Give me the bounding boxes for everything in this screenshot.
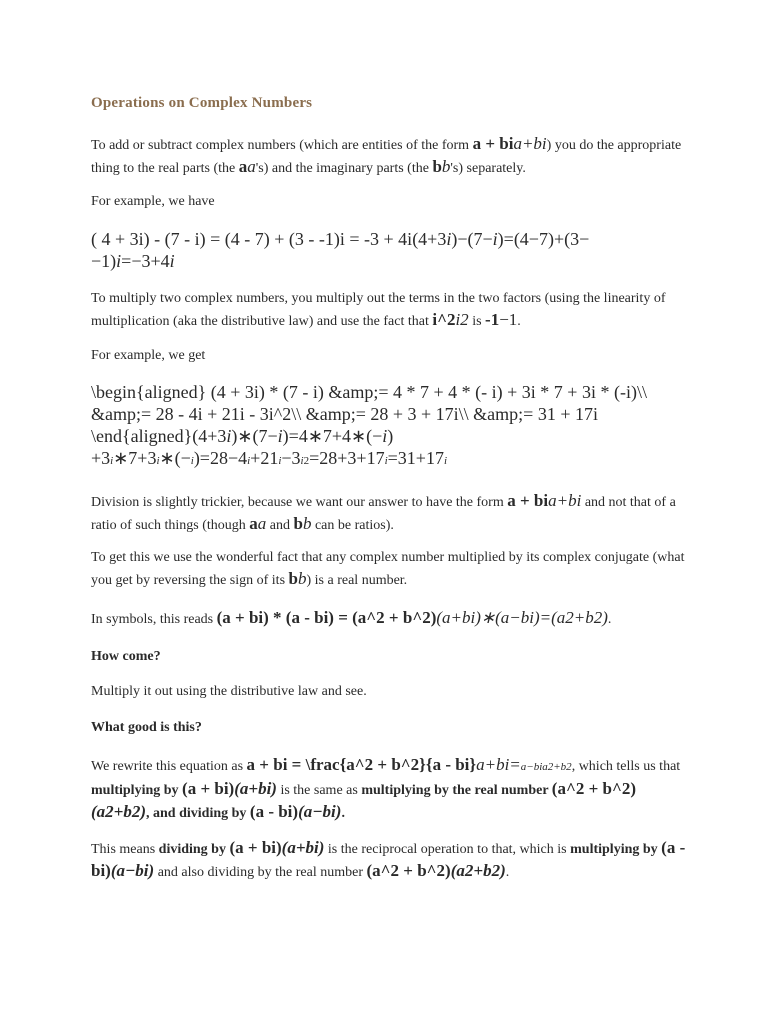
math-render: i [443, 455, 448, 467]
math-render: (a+bi) [234, 779, 277, 798]
math-render: b [441, 157, 451, 176]
math-render: )−(7− [451, 229, 493, 249]
math-source: a + bi [472, 134, 514, 153]
math-source: (a^2 + b^2) [551, 779, 637, 798]
math-source: (a + bi) [182, 779, 235, 798]
math-render: )=(4−7)+(3− [497, 229, 590, 249]
example-intro-1: For example, we have [91, 194, 215, 209]
math-render: i [382, 426, 388, 446]
math-render: i [110, 455, 114, 467]
math-source: b [432, 157, 442, 176]
math-render: (a−bi) [298, 802, 342, 821]
text: is the same as [276, 783, 362, 798]
math-render: (4+3 [412, 229, 447, 249]
math-render: i [277, 426, 283, 446]
math-render: (a+bi)∗(a−bi)=(a2+b2) [436, 608, 608, 627]
text: 's) and the imaginary parts (the [255, 161, 433, 176]
math-render: +3 [91, 448, 111, 468]
text: . [341, 806, 345, 821]
math-render: −3 [281, 448, 301, 468]
text: , and dividing by [146, 806, 250, 821]
math-render: )∗(7− [231, 426, 278, 446]
math-render: 2 [303, 455, 310, 467]
math-render: i [446, 229, 452, 249]
math-render: a [247, 157, 256, 176]
text: This means [91, 842, 159, 857]
math-render: (a−bi) [110, 861, 155, 880]
example-intro-2: For example, we get [91, 348, 206, 363]
text: ) is a real number. [306, 573, 408, 588]
math-render: i [169, 251, 175, 271]
text: , which tells us that [571, 759, 681, 774]
math-render: i [300, 455, 304, 467]
text: To multiply two complex numbers, you multiply out the terms in the two factors (using the linearity of multiplication (aka the distributive law) and use the fact that [91, 291, 666, 329]
text: Division is slightly trickier, because we want our answer to have the form [91, 495, 508, 510]
paragraph-reciprocal [91, 837, 691, 883]
paragraph-multiply-out: Multiply it out using the distributive law and see. [91, 684, 367, 699]
math-source: (a - bi) [91, 838, 686, 880]
math-render: (4+3 [192, 426, 227, 446]
math-render: =31+17 [387, 448, 444, 468]
math-render: i [226, 426, 232, 446]
paragraph-multiplication [91, 288, 691, 332]
text: . [505, 865, 510, 880]
text: In symbols, this reads [91, 612, 217, 627]
text: ) you do the appropriate thing to the real parts (the [91, 138, 682, 176]
text: and not that of a ratio of such things (though [91, 495, 676, 533]
math-render: −1) [91, 251, 117, 271]
math-source: (a + bi) [229, 838, 282, 857]
text: can be ratios). [311, 518, 394, 533]
math-source: b [293, 514, 303, 533]
math-render: b [302, 514, 312, 533]
math-source: -1 [485, 310, 500, 329]
math-render: a+bi [548, 491, 582, 510]
text: How come? [91, 649, 161, 664]
subheading-how-come [91, 646, 691, 667]
text: To get this we use the wonderful fact that any complex number multiplied by its complex conjugate (what you get by reversing the sign of its [91, 550, 685, 588]
math-source: a + bi [507, 491, 549, 510]
math-source: a [249, 514, 258, 533]
text: multiplying by [570, 842, 662, 857]
math-render: i2 [455, 310, 469, 329]
math-render: ∗7+3 [113, 448, 157, 468]
math-source: ( 4 + 3i) - (7 - i) = (4 - 7) + (3 - -1)i = -3 + 4i [91, 229, 413, 249]
math-source: i^2 [432, 310, 456, 329]
math-source: &amp;= 28 - 4i + 21i - 3i^2\\ &amp;= 28 + 3 + 17i\\ &amp;= 31 + 17i [91, 404, 598, 424]
text: dividing by [158, 842, 230, 857]
text: is the reciprocal operation to that, which is [324, 842, 571, 857]
math-render: ∗(− [159, 448, 191, 468]
text: What good is this? [91, 720, 202, 735]
text: multiplying by the real number [361, 783, 552, 798]
text: and [266, 518, 294, 533]
text: To add or subtract complex numbers (which are entities of the form [91, 138, 473, 153]
math-render: )=4∗7+4∗(− [282, 426, 383, 446]
math-render: a−bia2+b2 [520, 761, 572, 773]
paragraph-rewrite [91, 754, 691, 824]
paragraph-symbols [91, 607, 691, 630]
equation-multiplication [91, 381, 691, 472]
math-render: +21 [250, 448, 279, 468]
math-render: (a2+b2) [91, 802, 147, 821]
math-render: i [190, 455, 194, 467]
math-source: b [288, 569, 298, 588]
math-render: i [116, 251, 122, 271]
paragraph-division [91, 490, 691, 536]
text: . [607, 612, 612, 627]
math-render: i [278, 455, 282, 467]
text: We rewrite this equation as [91, 759, 247, 774]
math-render: )=28−4 [193, 448, 248, 468]
math-render: (a+bi) [281, 838, 325, 857]
math-render: =−3+4 [121, 251, 170, 271]
text: multiplying by [91, 783, 183, 798]
math-render: =28+3+17 [309, 448, 385, 468]
math-render: ) [387, 426, 394, 446]
math-source: a + bi = \frac{a^2 + b^2}{a - bi} [246, 755, 477, 774]
math-render: i [384, 455, 388, 467]
text: and also dividing by the real number [154, 865, 367, 880]
math-render: a+bi [513, 134, 547, 153]
paragraph-addition [91, 133, 691, 179]
math-render: (a2+b2) [450, 861, 506, 880]
math-render: i [492, 229, 498, 249]
equation-addition [91, 228, 691, 272]
math-render: a+bi= [476, 755, 521, 774]
math-source: (a + bi) * (a - bi) = (a^2 + b^2) [216, 608, 437, 627]
text: . [517, 314, 521, 329]
math-render: a [257, 514, 267, 533]
subheading-what-good [91, 717, 691, 738]
paragraph-conjugate [91, 547, 691, 591]
math-source: a [238, 157, 248, 176]
math-render: −1 [499, 310, 518, 329]
math-render: b [298, 569, 307, 588]
text: is [468, 314, 486, 329]
math-source: \end{aligned} [91, 426, 193, 446]
math-source: \begin{aligned} (4 + 3i) * (7 - i) &amp;= 4 * 7 + 4 * (- i) + 3i * 7 + 3i * (-i)\\ [91, 382, 647, 402]
math-render: i [247, 455, 251, 467]
math-source: (a - bi) [249, 802, 299, 821]
section-heading: Operations on Complex Numbers [91, 95, 313, 111]
math-render: i [156, 455, 160, 467]
math-source: (a^2 + b^2) [366, 861, 451, 880]
text: 's) separately. [450, 161, 526, 176]
